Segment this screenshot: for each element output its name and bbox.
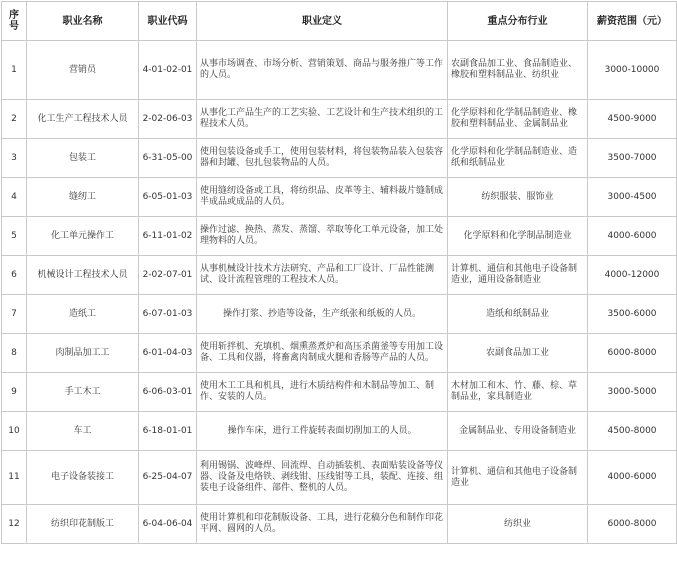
cell-industry: 化学原料和化学制品制造业、橡胶和塑料制品业、金属制品业	[448, 100, 588, 139]
cell-no: 7	[2, 295, 27, 334]
cell-name: 电子设备装接工	[27, 451, 139, 505]
cell-name: 化工单元操作工	[27, 217, 139, 256]
cell-name: 车工	[27, 412, 139, 451]
cell-no: 2	[2, 100, 27, 139]
table-row	[2, 505, 677, 544]
occupation-table	[1, 1, 677, 544]
header-code: 职业代码	[139, 2, 197, 41]
cell-name: 缝纫工	[27, 178, 139, 217]
cell-no: 4	[2, 178, 27, 217]
table-row	[2, 217, 677, 256]
cell-salary: 3000-5000	[588, 373, 677, 412]
header-industry: 重点分布行业	[448, 2, 588, 41]
cell-no: 10	[2, 412, 27, 451]
table-row	[2, 256, 677, 295]
cell-code: 6-01-04-03	[139, 334, 197, 373]
cell-definition: 使用包装设备或手工，使用包装材料，将包装物品装入包装容器和封罐、包扎包装物品的人员。	[197, 139, 448, 178]
cell-industry: 木材加工和木、竹、藤、棕、草制品业，家具制造业	[448, 373, 588, 412]
cell-industry: 纺织业	[448, 505, 588, 544]
cell-code: 6-06-03-01	[139, 373, 197, 412]
cell-industry: 纺织服装、服饰业	[448, 178, 588, 217]
cell-code: 6-07-01-03	[139, 295, 197, 334]
cell-code: 2-02-07-01	[139, 256, 197, 295]
cell-code: 2-02-06-03	[139, 100, 197, 139]
cell-no: 11	[2, 451, 27, 505]
table-row	[2, 178, 677, 217]
cell-salary: 3500-6000	[588, 295, 677, 334]
header-row	[2, 2, 677, 41]
cell-industry: 计算机、通信和其他电子设备制造业，通用设备制造业	[448, 256, 588, 295]
cell-salary: 4000-12000	[588, 256, 677, 295]
cell-industry: 农副食品加工业、食品制造业、橡胶和塑料制品业、纺织业	[448, 41, 588, 100]
table-row	[2, 100, 677, 139]
cell-salary: 4000-6000	[588, 451, 677, 505]
cell-definition: 从事机械设计技术方法研究、产品和工厂设计、厂品性能测试、设计流程管理的工程技术人员。	[197, 256, 448, 295]
cell-definition: 从事化工产品生产的工艺实验、工艺设计和生产技术组织的工程技术人员。	[197, 100, 448, 139]
table-row	[2, 373, 677, 412]
table-row	[2, 41, 677, 100]
cell-definition: 使用缝纫设备或工具，将纺织品、皮革等主、辅料裁片缝制成半成品或成品的人员。	[197, 178, 448, 217]
cell-name: 机械设计工程技术人员	[27, 256, 139, 295]
header-no: 序号	[2, 2, 27, 41]
cell-name: 造纸工	[27, 295, 139, 334]
cell-definition: 使用木工工具和机具，进行木质结构件和木制品等加工、制作、安装的人员。	[197, 373, 448, 412]
cell-code: 6-05-01-03	[139, 178, 197, 217]
table-row	[2, 295, 677, 334]
cell-no: 9	[2, 373, 27, 412]
table-row	[2, 139, 677, 178]
cell-no: 6	[2, 256, 27, 295]
cell-no: 5	[2, 217, 27, 256]
cell-definition: 使用计算机和印花制版设备、工具，进行花稿分色和制作印花平网、圆网的人员。	[197, 505, 448, 544]
cell-salary: 4500-8000	[588, 412, 677, 451]
cell-salary: 3000-4500	[588, 178, 677, 217]
cell-code: 6-31-05-00	[139, 139, 197, 178]
cell-salary: 4500-9000	[588, 100, 677, 139]
cell-name: 纺织印花制版工	[27, 505, 139, 544]
cell-definition: 操作过滤、换热、蒸发、蒸馏、萃取等化工单元设备，加工处理物料的人员。	[197, 217, 448, 256]
cell-industry: 化学原料和化学制品制造业、造纸和纸制品业	[448, 139, 588, 178]
header-name: 职业名称	[27, 2, 139, 41]
header-definition: 职业定义	[197, 2, 448, 41]
cell-name: 营销员	[27, 41, 139, 100]
table-row	[2, 412, 677, 451]
cell-no: 3	[2, 139, 27, 178]
cell-salary: 6000-8000	[588, 334, 677, 373]
cell-code: 6-18-01-01	[139, 412, 197, 451]
table-row	[2, 334, 677, 373]
cell-salary: 3000-10000	[588, 41, 677, 100]
header-salary: 薪资范围（元）	[588, 2, 677, 41]
cell-definition: 操作打浆、抄造等设备，生产纸张和纸板的人员。	[197, 295, 448, 334]
cell-code: 6-04-06-04	[139, 505, 197, 544]
table-row	[2, 451, 677, 505]
cell-definition: 操作车床，进行工件旋转表面切削加工的人员。	[197, 412, 448, 451]
cell-industry: 造纸和纸制品业	[448, 295, 588, 334]
cell-code: 6-11-01-02	[139, 217, 197, 256]
cell-name: 肉制品加工工	[27, 334, 139, 373]
cell-industry: 金属制品业、专用设备制造业	[448, 412, 588, 451]
cell-code: 6-25-04-07	[139, 451, 197, 505]
cell-name: 化工生产工程技术人员	[27, 100, 139, 139]
cell-code: 4-01-02-01	[139, 41, 197, 100]
cell-no: 8	[2, 334, 27, 373]
cell-definition: 从事市场调查、市场分析、营销策划、商品与服务推广等工作的人员。	[197, 41, 448, 100]
cell-definition: 利用锡锅、波峰焊、回流焊、自动插装机、表面贴装设备等仪器、设备及电烙铁、剥线钳、压线钳等工具，装配、连接、组装电子设备组件、部件、整机的人员。	[197, 451, 448, 505]
cell-industry: 农副食品加工业	[448, 334, 588, 373]
cell-industry: 化学原料和化学制品制造业	[448, 217, 588, 256]
cell-no: 12	[2, 505, 27, 544]
cell-name: 手工木工	[27, 373, 139, 412]
cell-definition: 使用斩拌机、充填机、烟熏蒸煮炉和高压杀菌釜等专用加工设备、工具和仪器，将畜禽肉制成火腿和香肠等产品的人员。	[197, 334, 448, 373]
cell-name: 包装工	[27, 139, 139, 178]
cell-salary: 6000-8000	[588, 505, 677, 544]
cell-industry: 计算机、通信和其他电子设备制造业	[448, 451, 588, 505]
cell-salary: 4000-6000	[588, 217, 677, 256]
cell-no: 1	[2, 41, 27, 100]
cell-salary: 3500-7000	[588, 139, 677, 178]
